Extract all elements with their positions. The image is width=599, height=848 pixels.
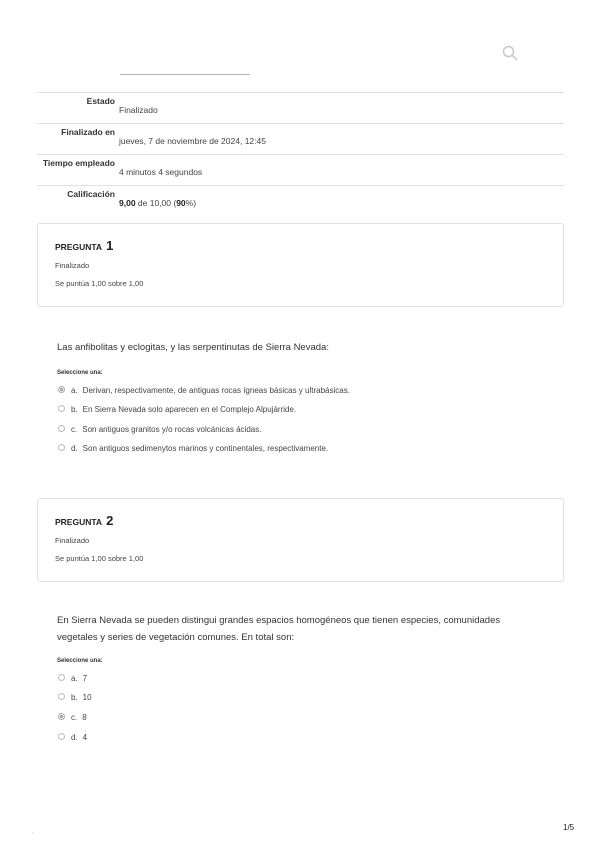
option-letter: c. bbox=[71, 425, 78, 434]
question-title bbox=[55, 238, 113, 253]
radio-icon[interactable] bbox=[58, 733, 65, 740]
summary-value: 4 minutos 4 segundos bbox=[119, 167, 203, 177]
summary-value: Finalizado bbox=[119, 105, 158, 115]
summary-row-state bbox=[37, 92, 564, 123]
question-info-1 bbox=[37, 223, 564, 307]
summary-value: jueves, 7 de noviembre de 2024, 12:45 bbox=[119, 136, 266, 146]
option-letter: d. bbox=[71, 444, 78, 453]
question-text: Las anfibolitas y eclogitas, y las serpentinutas de Sierra Nevada: bbox=[57, 342, 329, 353]
option-letter: b. bbox=[71, 405, 78, 414]
question-text-line: En Sierra Nevada se pueden distingui grandes espacios homogéneos que tienen especies, comunidades bbox=[57, 615, 501, 626]
option-letter: c. bbox=[71, 713, 78, 722]
summary-label: Calificación bbox=[67, 189, 115, 199]
option-text: En Sierra Nevada solo aparecen en el Complejo Alpujárride. bbox=[82, 405, 297, 414]
radio-icon[interactable] bbox=[58, 405, 65, 412]
option-text: 10 bbox=[82, 693, 92, 702]
question-info-2 bbox=[37, 498, 564, 582]
summary-row-grade bbox=[37, 185, 564, 216]
summary-row-time bbox=[37, 154, 564, 185]
grade-percent: 90 bbox=[176, 198, 186, 208]
radio-icon[interactable] bbox=[58, 693, 65, 700]
question-state: Finalizado bbox=[55, 261, 90, 270]
radio-checked-icon[interactable] bbox=[58, 386, 65, 393]
grade-mid: de 10,00 ( bbox=[135, 198, 177, 208]
select-one-label: Seleccione una: bbox=[57, 658, 103, 664]
question-label: PREGUNTA bbox=[55, 517, 102, 527]
answer-option[interactable] bbox=[58, 386, 350, 400]
option-text: Son antiguos sedimenytos marinos y continentales, respectivamente. bbox=[82, 444, 329, 453]
option-letter: b. bbox=[71, 693, 78, 702]
radio-icon[interactable] bbox=[58, 444, 65, 451]
radio-checked-icon[interactable] bbox=[58, 713, 65, 720]
summary-label: Tiempo empleado bbox=[42, 158, 115, 168]
option-letter: d. bbox=[71, 733, 78, 742]
grade-score: 9,00 bbox=[119, 198, 136, 208]
grade-value bbox=[119, 198, 196, 208]
grade-end: %) bbox=[185, 198, 197, 208]
summary-label: Finalizado en bbox=[61, 127, 115, 137]
option-text: Derivan, respectivamente, de antiguas rocas ígneas básicas y ultrabásicas. bbox=[82, 386, 350, 395]
option-letter: a. bbox=[71, 386, 78, 395]
question-title bbox=[55, 513, 113, 528]
radio-icon[interactable] bbox=[58, 674, 65, 681]
answer-option[interactable] bbox=[58, 674, 87, 688]
page-number: 1/5 bbox=[563, 823, 575, 832]
radio-icon[interactable] bbox=[58, 425, 65, 432]
search-icon[interactable] bbox=[502, 45, 518, 61]
question-grade: Se puntúa 1,00 sobre 1,00 bbox=[55, 554, 144, 563]
select-one-label: Seleccione una: bbox=[57, 370, 103, 376]
answer-option[interactable] bbox=[58, 733, 87, 747]
answer-option[interactable] bbox=[58, 405, 296, 419]
cutoff-text-fragment bbox=[120, 72, 250, 76]
question-text-line: vegetales y series de vegetación comunes. En total son: bbox=[57, 632, 295, 643]
answer-option[interactable] bbox=[58, 444, 328, 458]
answer-option[interactable] bbox=[58, 713, 87, 727]
answer-option[interactable] bbox=[58, 693, 92, 707]
attempt-summary-table bbox=[37, 92, 564, 216]
summary-label: Estado bbox=[86, 96, 115, 106]
question-label: PREGUNTA bbox=[55, 242, 102, 252]
summary-row-finished bbox=[37, 123, 564, 154]
question-grade: Se puntúa 1,00 sobre 1,00 bbox=[55, 279, 144, 288]
option-text: 4 bbox=[82, 733, 88, 742]
option-text: 7 bbox=[82, 674, 88, 683]
option-text: 8 bbox=[82, 713, 87, 722]
footer-mark: . bbox=[32, 829, 34, 835]
question-state: Finalizado bbox=[55, 536, 90, 545]
option-text: Son antiguos granitos y/o rocas volcánicas ácidas. bbox=[82, 425, 262, 434]
question-text bbox=[57, 612, 537, 646]
question-number: 1 bbox=[106, 238, 114, 253]
option-letter: a. bbox=[71, 674, 78, 683]
question-number: 2 bbox=[106, 513, 114, 528]
answer-option[interactable] bbox=[58, 425, 261, 439]
